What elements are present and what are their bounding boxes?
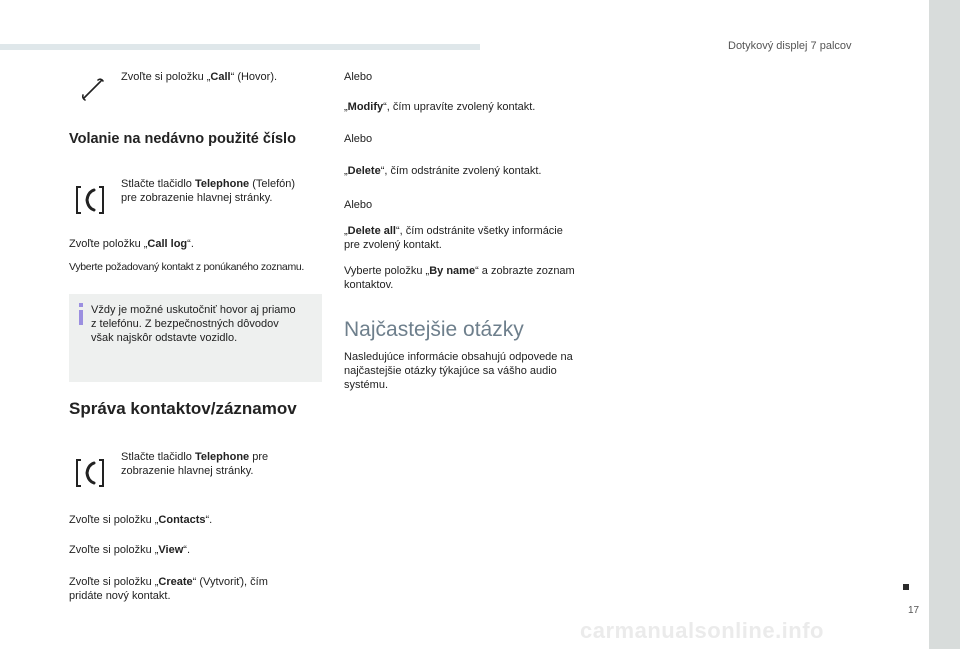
call-log-step: Zvoľte položku „Call log“. [69,238,194,250]
create-step: Zvoľte si položku „Create“ (Vytvoriť), čím pridáte nový kontakt. [69,576,268,602]
or-text: Alebo [344,71,373,83]
contacts-press-telephone: Stlačte tlačidlo Telephone pre zobrazenie hlavnej stránky. [121,451,269,477]
handset-icon [80,76,106,102]
delete-option: „Delete“, čím odstránite zvolený kontakt. [344,165,542,177]
watermark: carmanualsonline.info [580,618,824,643]
view-step: Zvoľte si položku „View“. [69,544,191,556]
delete-all-option: „Delete all“, čím odstránite všetky informácie pre zvolený kontakt. [344,225,563,251]
page-number: 17 [908,605,920,616]
recent-calls-heading: Volanie na nedávno použité číslo [69,131,296,147]
page-marker [903,584,909,590]
or-text: Alebo [344,133,373,145]
by-name-step: Vyberte položku „By name“ a zobrazte zoznam kontaktov. [344,265,575,291]
contacts-management-heading: Správa kontaktov/záznamov [69,399,297,418]
note-text: Vždy je možné uskutočniť hovor aj priamo z telefónu. Z bezpečnostných dôvodov však najskôr odstavte vozidlo. [91,304,296,344]
header-rule [0,44,480,50]
contacts-step: Zvoľte si položku „Contacts“. [69,514,213,526]
page-edge-strip [929,0,960,649]
faq-heading: Najčastejšie otázky [344,318,524,341]
info-icon [76,303,86,325]
call-step: Zvoľte si položku „Call“ (Hovor). [121,71,278,83]
modify-option: „Modify“, čím upravíte zvolený kontakt. [344,101,536,113]
or-text: Alebo [344,199,373,211]
faq-intro: Nasledujúce informácie obsahujú odpovede na najčastejšie otázky týkajúce sa vášho audio systému. [344,351,573,391]
select-contact-text: Vyberte požadovaný kontakt z ponúkaného zoznamu. [69,261,305,273]
phone-button-icon [76,183,104,217]
recent-press-telephone: Stlačte tlačidlo Telephone (Telefón) pre zobrazenie hlavnej stránky. [121,178,296,204]
phone-button-icon [76,456,104,490]
page-header-title: Dotykový displej 7 palcov [728,40,852,52]
